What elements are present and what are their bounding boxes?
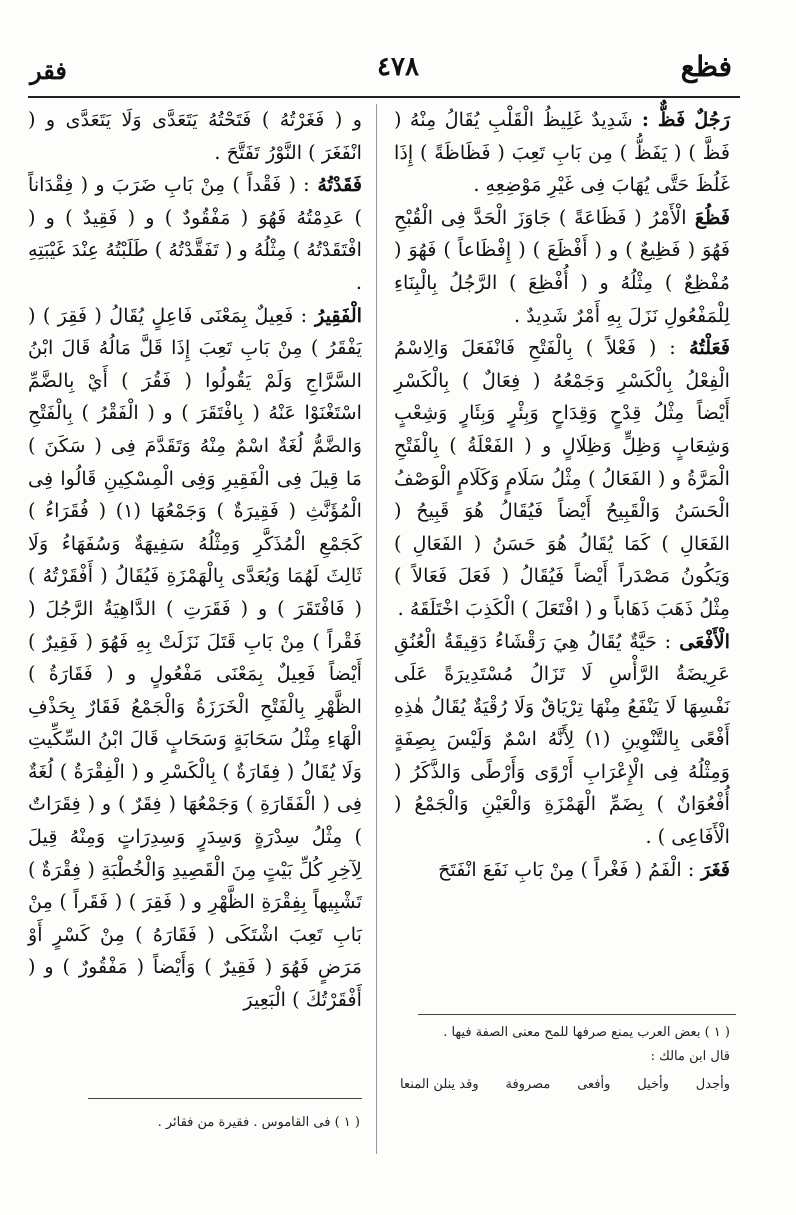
footnote-verse — [400, 1074, 730, 1096]
entry-text: : الْفَمُ ( فَغْراً ) مِنْ بَابِ نَفَعَ انْفَتَحَ — [438, 857, 695, 881]
entry-text: الْأَمْرُ ( فَظَاعَةً ) جَاوَزَ الْحَدَّ فِى الْقُبْحِ فَهُوَ ( فَظِيعٌ ) و ( أَفْظَعَ ) ( إِفْظَاعاً ) فَهُوَ ( مُفْظِعٌ ) مِثْلُهُ و ( أُفْظِعَ ) الرَّجُلُ بِالْبِنَاءِ لِلْمَفْعُولِ نَزَلَ بِهِ أَمْرٌ شَدِيدٌ . — [394, 205, 730, 327]
entry-headword: الْأَفْعَى — [679, 629, 730, 653]
entry-headword: فَقَدْتُهُ — [317, 173, 362, 197]
entry-headword: فَظُعَ — [694, 205, 730, 229]
entry — [394, 626, 730, 854]
entry-text: و ( فَغَرْتُهُ ) فَتَحْتُهُ يَتَعَدَّى وَلَا يَتَعَدَّى و ( انْفَغَرَ ) النَّوْرُ تَفَتَّحَ . — [28, 108, 362, 164]
entry-text: شَدِيدٌ غَلِيظُ الْقَلْبِ يُقَالُ مِنْهُ ( فَظَّ ) ( يَفَظُّ ) مِن بَابِ تَعِبَ ( فَظَاظَةً ) إِذَا غَلُظَ حَتَّى يُهَابَ فِى غَيْرِ مَوْضِعِهِ . — [394, 108, 730, 197]
page-number: ٤٧٨ — [377, 52, 419, 82]
entry-headword: فَعَلْتُهُ — [689, 336, 730, 360]
footnote-right-2: قال ابن مالك : — [650, 1049, 730, 1064]
entry — [394, 854, 730, 887]
entry — [28, 300, 362, 1017]
entry-headword: فَغَرَ — [700, 857, 730, 881]
entry — [394, 104, 730, 202]
footnote-rule-right — [418, 1014, 736, 1015]
right-column — [394, 104, 730, 886]
entry-text: : حَيَّةٌ يُقَالُ هِيَ رَقْشَاءُ دَقِيقَةُ الْعُنُقِ عَرِيضَةُ الرَّأْسِ لَا تَزَالُ مُسْتَدِيرَةً عَلَى نَفْسِهَا لَا يَنْفَعُ مِنْهَا تِرْيَاقٌ وَلَا رُقْيَةٌ يُقَالُ هٰذِهِ أَفْعًى بِالتَّنْوِينِ (١) لِأَنَّهُ اسْمٌ وَلَيْسَ بِصِفَةٍ وَمِثْلُهُ فِى الْإِعْرَابِ أَرْوًى وَأَرْطًى وَالذَّكَرُ ( أُفْعُوَانٌ ) بِضَمِّ الْهَمْزَةِ وَالْعَيْنِ وَالْجَمْعُ ( الْأَفَاعِى ) . — [394, 629, 730, 849]
entry-text: : ( فَقْداً ) مِنْ بَابِ ضَرَبَ و ( فِقْدَاناً ) عَدِمْتُهُ فَهُوَ ( مَفْقُودٌ ) و ( فَقِيدٌ ) و ( افْتَقَدْتُهُ ) مِثْلُهُ و ( تَفَقَّدْتُهُ ) طَلَبْتُهُ عِنْدَ غَيْبَتِهِ . — [28, 173, 362, 294]
guide-word-right: فظع — [680, 50, 732, 83]
verse-word: مصروفة — [505, 1077, 551, 1092]
entry-headword: رَجُلٌ فَظٌّ : — [641, 108, 730, 131]
column-divider — [376, 104, 377, 1154]
entry-text: : فَعِيلٌ بِمَعْنَى فَاعِلٍ يُقَالُ ( فَقِرَ ) ( يَفْقَرُ ) مِنْ بَابِ تَعِبَ إِذَا قَلَّ مَالُهُ قَالَ ابْنُ السَّرَّاجِ وَلَمْ يَقُولُوا ( فَقُرَ ) أَيْ بِالضَّمِّ اسْتَغْنَوْا عَنْهُ ( بِافْتَقَرَ ) و ( الْفَقْرُ ) بِالْفَتْحِ وَالضَّمُّ لُغَةٌ اسْمٌ مِنْهُ وَتَقَدَّمَ فِى ( سَكَنَ ) مَا قِيلَ فِى الْفَقِيرِ وَفِى الْمِسْكِينِ قَالُوا فِى الْمُؤَنَّثِ ( فَقِيرَةٌ ) وَجَمْعُهَا (١) ( فُقَرَاءُ ) كَجَمْعِ الْمُذَكَّرِ وَمِثْلُهُ سَفِيهَةٌ وَسُفَهَاءُ وَلَا ثَالِثَ لَهُمَا وَيُعَدَّى بِالْهَمْزَةِ فَيُقَالُ ( أَفْقَرْتُهُ ) ( فَافْتَقَرَ ) و ( فَقَرَتِ ) الدَّاهِيَةُ الرَّجُلَ ( فَقْراً ) مِنْ بَابِ قَتَلَ نَزَلَتْ بِهِ فَهُوَ ( فَقِيرٌ ) أَيْضاً فَعِيلٌ بِمَعْنَى مَفْعُولٍ و ( فَقَارَةُ ) الظَّهْرِ بِالْفَتْحِ الْخَرَزَةُ وَالْجَمْعُ فَقَارٌ بِحَذْفِ الْهَاءِ مِثْلُ سَحَابَةٍ وَسَحَابٍ قَالَ ابْنُ السِّكِّيتِ وَلَا يُقَالُ ( فِقَارَةٌ ) بِالْكَسْرِ و ( الْفِقْرَةُ ) لُغَةٌ فِى ( الْفَقَارَةِ ) وَجَمْعُهَا ( فِقَرٌ ) و ( فِقَرَاتٌ ) مِثْلُ سِدْرَةٍ وَسِدَرٍ وَسِدِرَاتٍ وَمِنْهُ قِيلَ لِآخِرِ كُلِّ بَيْتٍ مِنَ الْقَصِيدِ وَالْخُطْبَةِ ( فِقْرَةٌ ) تَشْبِيهاً بِفِقْرَةِ الظَّهْرِ و ( فَقِرَ ) ( فَقَراً ) مِنْ بَابِ تَعِبَ اشْتَكَى ( فَقَارَهُ ) مِنْ كَسْرٍ أَوْ مَرَضٍ فَهُوَ ( فَقِيرٌ ) وَأَيْضاً ( مَفْقُورٌ ) و ( أَفْقَرْتُكَ ) الْبَعِيرَ — [28, 303, 363, 1012]
footnote-rule-left — [88, 1098, 362, 1099]
guide-word-left: فقر — [30, 56, 67, 85]
verse-word: وأفعى — [577, 1077, 611, 1092]
entry-text: : ( فَعْلاً ) بِالْفَتْحِ فَانْفَعَلَ وَالِاسْمُ الْفِعْلُ بِالْكَسْرِ وَجَمْعُهُ ( فِعَالٌ ) بِالْكَسْرِ أَيْضاً مِثْلُ قِدْحٍ وَقِدَاحٍ وَبِئْرٍ وَبِئَارٍ وَشِعْبٍ وَشِعَابٍ وَظِلٍّ وَظِلَالٍ و ( الفَعْلَةُ ) بِالْفَتْحِ الْمَرَّةُ و ( الفَعَالُ ) مِثْلُ سَلَامٍ وَكَلَامٍ الْوَصْفُ الْحَسَنُ وَالْقَبِيحُ أَيْضاً فَيُقَالُ هُوَ قَبِيحُ ( الفَعَالِ ) كَمَا يُقَالُ هُوَ حَسَنُ ( الفَعَالِ ) وَيَكُونُ مَصْدَراً أَيْضاً فَيُقَالُ ( فَعَلَ فَعَالاً ) مِثْلُ ذَهَبَ ذَهَاباً و ( افْتَعَلَ ) الْكَذِبَ اخْتَلَقَهُ . — [394, 336, 730, 620]
entry — [394, 202, 730, 332]
verse-word: وأجدل — [695, 1077, 730, 1092]
entry — [28, 169, 362, 299]
entry — [394, 332, 730, 625]
entry-headword: الْفَقِيرُ — [315, 303, 362, 327]
verse-word: وقد ينلن المنعا — [400, 1077, 479, 1092]
left-column — [28, 104, 362, 1017]
footnote-left-1: ( ١ ) فى القاموس . فقيرة من فقائر . — [157, 1115, 360, 1130]
verse-word: وأخيل — [637, 1077, 669, 1092]
entry — [28, 104, 362, 169]
footnote-right-1: ( ١ ) بعض العرب يمنع صرفها للمح معنى الصفة فيها . — [443, 1025, 730, 1040]
header-rule — [28, 96, 740, 98]
